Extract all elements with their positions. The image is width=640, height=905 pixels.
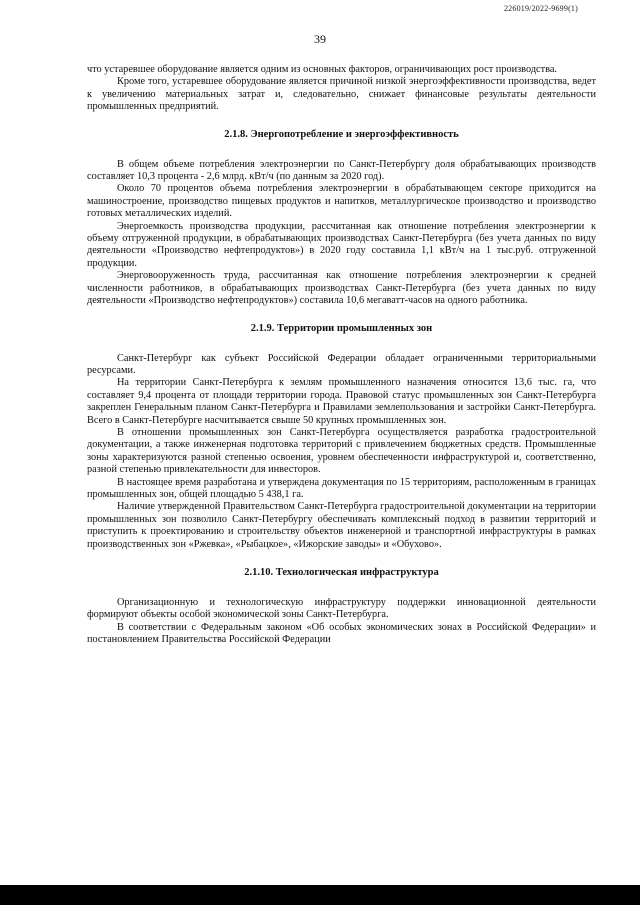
section-heading: 2.1.8. Энергопотребление и энергоэффективность	[224, 128, 459, 140]
paragraph: что устаревшее оборудование является одним из основных факторов, ограничивающих рост производства.	[87, 64, 558, 75]
paragraph: Около 70 процентов объема потребления электроэнергии в обрабатывающем секторе приходится на машиностроение, производство пищевых продуктов и напитков, металлургическое производство и производство готовых металлических изделий.	[87, 183, 596, 220]
paragraph: На территории Санкт-Петербурга к землям промышленного назначения относится 13,6 тыс. га, что составляет 9,4 процента от площади территории города. Правовой статус промышленных зон Санкт-Петербурга закреплен Генеральным планом Санкт-Петербурга и Правилами землепользования и застройки Санкт-Петербурга. Всего в Санкт-Петербурге насчитывается свыше 50 крупных промышленных зон.	[87, 377, 596, 426]
paragraph: Организационную и технологическую инфраструктуру поддержки инновационной деятельности формируют объекты особой экономической зоны Санкт-Петербурга.	[87, 597, 596, 621]
document-body	[87, 64, 596, 647]
paragraph: Энерговооруженность труда, рассчитанная как отношение потребления электроэнергии к средней численности работников, в обрабатывающих производствах Санкт-Петербурга (без учета данных по виду деятельности «Производство нефтепродуктов») составила 10,6 мегаватт-часов на одного работника.	[87, 270, 596, 307]
paragraph: В соответствии с Федеральным законом «Об особых экономических зонах в Российской Федерации» и постановлением Правительства Российской Федерации	[87, 621, 596, 646]
paragraph: В отношении промышленных зон Санкт-Петербурга осуществляется разработка градостроительной документации, а также инженерная подготовка территорий с привлечением бюджетных средств. Промышленные зоны характеризуются разной степенью освоения, уровнем обеспеченности инфраструктурой и, соответственно, разной степенью привлекательности для инвесторов.	[87, 426, 596, 476]
paragraph: В настоящее время разработана и утверждена документация по 15 территориям, расположенным в границах промышленных зон, общей площадью 5 438,1 га.	[87, 476, 596, 500]
paragraph: Кроме того, устаревшее оборудование является причиной низкой энергоэффективности производства, ведет к увеличению материальных затрат и, следовательно, снижает финансовые результаты деятельности промышленных предприятий.	[87, 76, 596, 113]
scan-bottom-edge	[0, 885, 640, 905]
paragraph: Санкт-Петербург как субъект Российской Федерации обладает ограниченными территориальными ресурсами.	[87, 352, 596, 376]
section-heading: 2.1.10. Технологическая инфраструктура	[244, 567, 439, 578]
section-heading: 2.1.9. Территории промышленных зон	[250, 322, 433, 334]
page-number: 39	[314, 32, 326, 46]
paragraph: Наличие утвержденной Правительством Санкт-Петербурга градостроительной документации на территории промышленных зон позволило Санкт-Петербургу обеспечивать комплексный подход в развитии территорий и приступить к проектированию и строительству объектов инженерной и транспортной инфраструктуры в рамках производственных зон «Ржевка», «Рыбацкое», «Ижорские заводы» и «Обухово».	[87, 501, 596, 550]
paragraph: Энергоемкость производства продукции, рассчитанная как отношение потребления электроэнергии к объему отгруженной продукции, в обрабатывающих производствах Санкт-Петербурга (без учета данных по виду деятельности «Производство нефтепродуктов») в 2020 году составила 1,1 кВт/ч на 1 тыс.руб. отгруженной продукции.	[87, 220, 596, 269]
document-registration-number: 226019/2022-9699(1)	[503, 4, 578, 13]
paragraph: В общем объеме потребления электроэнергии по Санкт-Петербургу доля обрабатывающих производств составляет 10,3 процента - 2,6 млрд. кВт/ч (по данным за 2020 год).	[87, 158, 596, 183]
